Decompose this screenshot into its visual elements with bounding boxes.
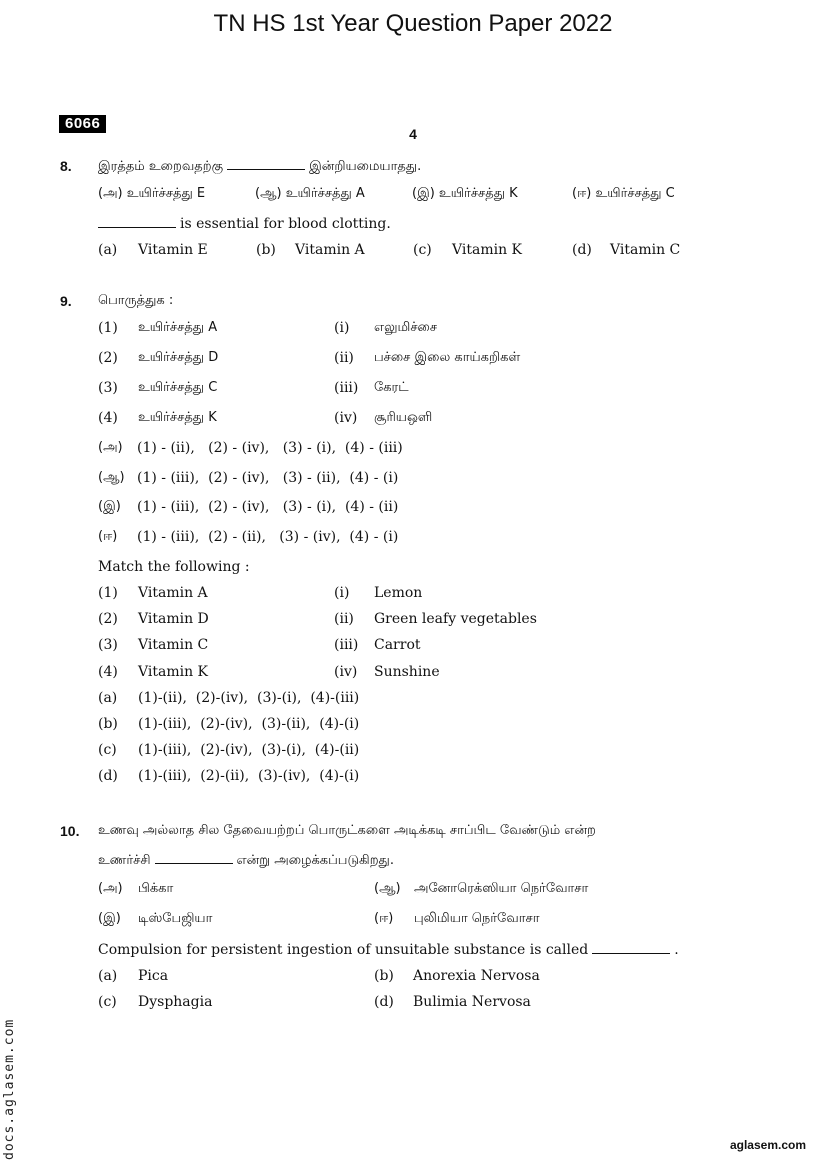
q9-english-answer-d-label: (d) [98, 768, 118, 784]
q9-tamil-title: பொருத்துக : [98, 293, 174, 308]
q10-tamil-line-2 [98, 852, 394, 869]
q9-tamil-pair-1-lnum: (1) [98, 320, 118, 336]
q10-english-option-a-label: (a) [98, 968, 118, 984]
q9-tamil-pair-3-rtext: கேரட் [374, 380, 409, 395]
q9-tamil-pair-1-rtext: எலுமிச்சை [374, 320, 438, 335]
q9-english-answer-c-label: (c) [98, 742, 117, 758]
answer-blank [98, 216, 176, 228]
q8-english-option-a-text: Vitamin E [138, 242, 208, 258]
q10-tamil-option-b-label: (ஆ) [374, 881, 401, 896]
question-8-tamil-stem [98, 158, 421, 175]
q9-english-answer-c-text: (1)-(iii), (2)-(iv), (3)-(i), (4)-(ii) [138, 742, 360, 758]
answer-blank [155, 852, 233, 864]
q10-english-option-b-label: (b) [374, 968, 394, 984]
q9-tamil-pair-1-rnum: (i) [334, 320, 350, 336]
q10-english-option-b-text: Anorexia Nervosa [413, 968, 540, 984]
q8-tamil-option-d: (ஈ) உயிர்ச்சத்து C [572, 186, 675, 201]
q8-english-option-d-text: Vitamin C [610, 242, 681, 258]
q9-tamil-pair-4-lnum: (4) [98, 410, 118, 426]
q8-english-option-b-label: (b) [256, 242, 276, 258]
question-9-number: 9. [60, 293, 72, 309]
q9-english-pair-4-rnum: (iv) [334, 664, 358, 680]
q8-tamil-option-b: (ஆ) உயிர்ச்சத்து A [255, 186, 365, 201]
q10-english-option-c-label: (c) [98, 994, 117, 1010]
q9-tamil-answer-a-text: (1) - (ii), (2) - (iv), (3) - (i), (4) - (iii) [137, 440, 403, 456]
q9-english-pair-4-rtext: Sunshine [374, 664, 440, 680]
side-watermark: docs.aglasem.com [2, 1018, 17, 1160]
q9-tamil-answer-d-label: (ஈ) [98, 529, 118, 544]
q9-tamil-answer-c-label: (இ) [98, 499, 121, 514]
q9-tamil-pair-1-ltext: உயிர்ச்சத்து A [138, 320, 218, 335]
q9-tamil-answer-a-label: (அ) [98, 440, 123, 455]
q9-english-pair-2-rnum: (ii) [334, 611, 354, 627]
q9-english-pair-2-lnum: (2) [98, 611, 118, 627]
q9-english-pair-4-lnum: (4) [98, 664, 118, 680]
q9-tamil-pair-2-ltext: உயிர்ச்சத்து D [138, 350, 219, 365]
q9-english-title: Match the following : [98, 559, 250, 575]
q9-english-pair-4-ltext: Vitamin K [138, 664, 208, 680]
q9-english-pair-3-ltext: Vitamin C [138, 637, 209, 653]
q8-tamil-option-a: (அ) உயிர்ச்சத்து E [98, 186, 206, 201]
answer-blank [592, 942, 670, 954]
q10-tamil-option-a-text: பிக்கா [138, 881, 174, 896]
q9-english-answer-b-text: (1)-(iii), (2)-(iv), (3)-(ii), (4)-(i) [138, 716, 360, 732]
q8-english-option-b-text: Vitamin A [295, 242, 365, 258]
question-8-english-stem [98, 216, 391, 232]
q8-english-option-c-text: Vitamin K [452, 242, 522, 258]
q9-tamil-pair-4-rnum: (iv) [334, 410, 358, 426]
q10-english-stem-text: Compulsion for persistent ingestion of unsuitable substance is called [98, 942, 589, 958]
q8-tamil-option-c: (இ) உயிர்ச்சத்து K [412, 186, 518, 201]
page-header-title: TN HS 1st Year Question Paper 2022 [213, 10, 613, 37]
q9-tamil-answer-c-text: (1) - (iii), (2) - (iv), (3) - (i), (4) - (ii) [137, 499, 399, 515]
q10-tamil-option-d-text: புலிமியா நெர்வோசா [414, 911, 540, 926]
q10-tamil-line-2-b: என்று அழைக்கப்படுகிறது. [236, 853, 394, 868]
q9-english-answer-d-text: (1)-(iii), (2)-(ii), (3)-(iv), (4)-(i) [138, 768, 360, 784]
q10-tamil-option-b-text: அனோரெக்ஸியா நெர்வோசா [414, 881, 589, 896]
q9-tamil-pair-3-rnum: (iii) [334, 380, 359, 396]
q10-tamil-line-2-a: உணர்ச்சி [98, 853, 151, 868]
q10-english-option-d-text: Bulimia Nervosa [413, 994, 531, 1010]
q9-english-pair-1-ltext: Vitamin A [138, 585, 208, 601]
q9-english-pair-1-lnum: (1) [98, 585, 118, 601]
q10-tamil-option-a-label: (அ) [98, 881, 123, 896]
q9-tamil-answer-b-text: (1) - (iii), (2) - (iv), (3) - (ii), (4) - (i) [137, 470, 399, 486]
q8-tamil-stem-b: இன்றியமையாதது. [309, 159, 422, 174]
q9-tamil-pair-3-ltext: உயிர்ச்சத்து C [138, 380, 218, 395]
q9-english-pair-3-rnum: (iii) [334, 637, 359, 653]
q9-tamil-answer-d-text: (1) - (iii), (2) - (ii), (3) - (iv), (4) - (i) [137, 529, 399, 545]
q9-tamil-pair-2-rtext: பச்சை இலை காய்கறிகள் [374, 350, 521, 365]
q9-english-pair-1-rnum: (i) [334, 585, 350, 601]
answer-blank [227, 158, 305, 170]
q9-tamil-pair-4-rtext: சூரியஒளி [374, 410, 433, 425]
q9-english-pair-2-ltext: Vitamin D [138, 611, 209, 627]
q10-english-option-d-label: (d) [374, 994, 394, 1010]
q9-english-answer-b-label: (b) [98, 716, 118, 732]
question-10-number: 10. [60, 823, 80, 839]
q10-tamil-option-c-text: டிஸ்பேஜியா [138, 911, 213, 926]
q9-tamil-pair-2-rnum: (ii) [334, 350, 354, 366]
q9-tamil-answer-b-label: (ஆ) [98, 470, 125, 485]
q8-english-stem: is essential for blood clotting. [180, 216, 391, 232]
q9-english-pair-3-rtext: Carrot [374, 637, 421, 653]
q8-english-option-d-label: (d) [572, 242, 592, 258]
q8-english-option-c-label: (c) [413, 242, 432, 258]
q10-english-option-c-text: Dysphagia [138, 994, 213, 1010]
q9-english-pair-1-rtext: Lemon [374, 585, 423, 601]
q9-tamil-pair-4-ltext: உயிர்ச்சத்து K [138, 410, 217, 425]
q9-tamil-pair-3-lnum: (3) [98, 380, 118, 396]
q10-english-stem: Compulsion for persistent ingestion of unsuitable substance is called . [98, 942, 679, 958]
q8-tamil-stem-a: இரத்தம் உறைவதற்கு [98, 159, 224, 174]
q10-tamil-option-c-label: (இ) [98, 911, 121, 926]
q9-english-pair-3-lnum: (3) [98, 637, 118, 653]
q9-english-answer-a-text: (1)-(ii), (2)-(iv), (3)-(i), (4)-(iii) [138, 690, 360, 706]
footer-watermark: aglasem.com [729, 1138, 806, 1152]
q9-english-pair-2-rtext: Green leafy vegetables [374, 611, 537, 627]
q10-english-option-a-text: Pica [138, 968, 169, 984]
q10-tamil-option-d-label: (ஈ) [374, 911, 394, 926]
question-8-number: 8. [60, 158, 72, 174]
q8-english-option-a-label: (a) [98, 242, 118, 258]
q10-tamil-line-1: உணவு அல்லாத சில தேவையற்றப் பொருட்களை அடிக்கடி சாப்பிட வேண்டும் என்ற [98, 823, 596, 838]
q9-tamil-pair-2-lnum: (2) [98, 350, 118, 366]
page-number: 4 [409, 126, 417, 142]
paper-code-badge: 6066 [59, 115, 106, 133]
q9-english-answer-a-label: (a) [98, 690, 118, 706]
